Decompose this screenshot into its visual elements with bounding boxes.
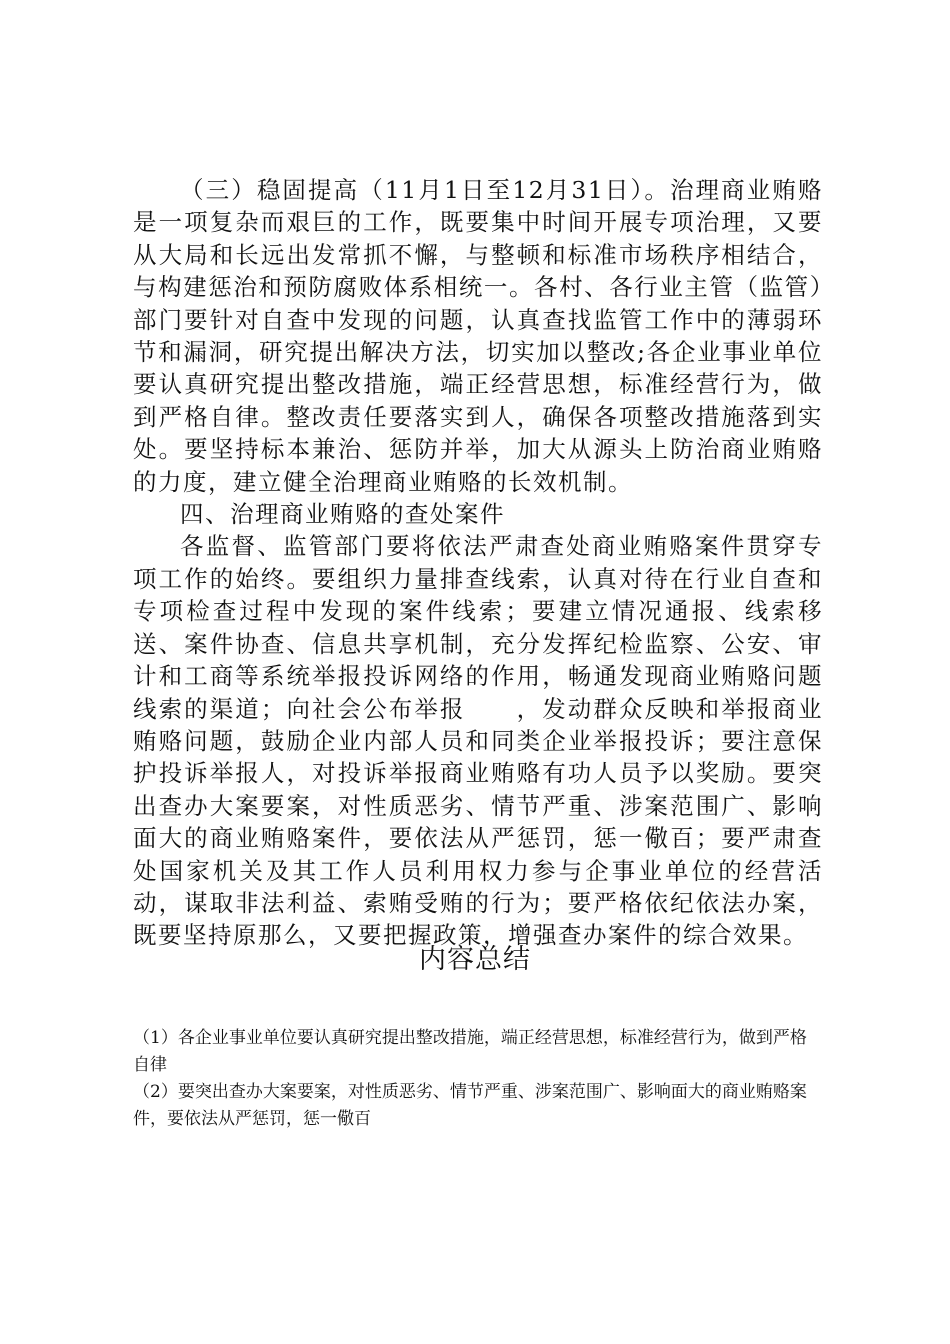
summary-title: 内容总结 [419, 944, 531, 975]
paragraph-stabilize-phase: （三）稳固提高（11月1日至12月31日）。治理商业贿赂是一项复杂而艰巨的工作，既要集中时间开展专项治理，又要从大局和长远出发常抓不懈，与整顿和标准市场秩序相结合，与构建惩治和预防腐败体系相统一。各村、各行业主管（监管）部门要针对自查中发现的问题，认真查找监管工作中的薄弱环节和漏洞，研究提出解决方法，切实加以整改;各企业事业单位要认真研究提出整改措施，端正经营思想，标准经营行为，做到严格自律。整改责任要落实到人，确保各项整改措施落到实处。要坚持标本兼治、惩防并举，加大从源头上防治商业贿赂的力度，建立健全治理商业贿赂的长效机制。 [133, 176, 823, 496]
paragraph-case-handling: 各监督、监管部门要将依法严肃查处商业贿赂案件贯穿专项工作的始终。要组织力量排查线索，认真对待在行业自查和专项检查过程中发现的案件线索；要建立情况通报、线索移送、案件协查、信息共享机制，充分发挥纪检监察、公安、审计和工商等系统举报投诉网络的作用，畅通发现商业贿赂问题线索的渠道；向社会公布举报 ，发动群众反映和举报商业贿赂问题，鼓励企业内部人员和同类企业举报投诉；要注意保护投诉举报人，对投诉举报商业贿赂有功人员予以奖励。要突出查办大案要案，对性质恶劣、情节严重、涉案范围广、影响面大的商业贿赂案件，要依法从严惩罚，惩一儆百；要严肃查处国家机关及其工作人员利用权力参与企事业单位的经营活动，谋取非法利益、索贿受贿的行为；要严格依纪依法办案，既要坚持原那么，又要把握政策，增强查办案件的综合效果。 [133, 532, 823, 950]
document-body [133, 174, 823, 952]
summary-item: （2）要突出查办大案要案，对性质恶劣、情节严重、涉案范围广、影响面大的商业贿赂案件，要依法从严惩罚，惩一儆百 [133, 1082, 807, 1129]
summary-list [133, 1025, 823, 1133]
summary-item: （1）各企业事业单位要认真研究提出整改措施，端正经营思想，标准经营行为，做到严格自律 [133, 1028, 807, 1075]
section-heading-case-handling: 四、治理商业贿赂的查处案件 [180, 500, 505, 529]
